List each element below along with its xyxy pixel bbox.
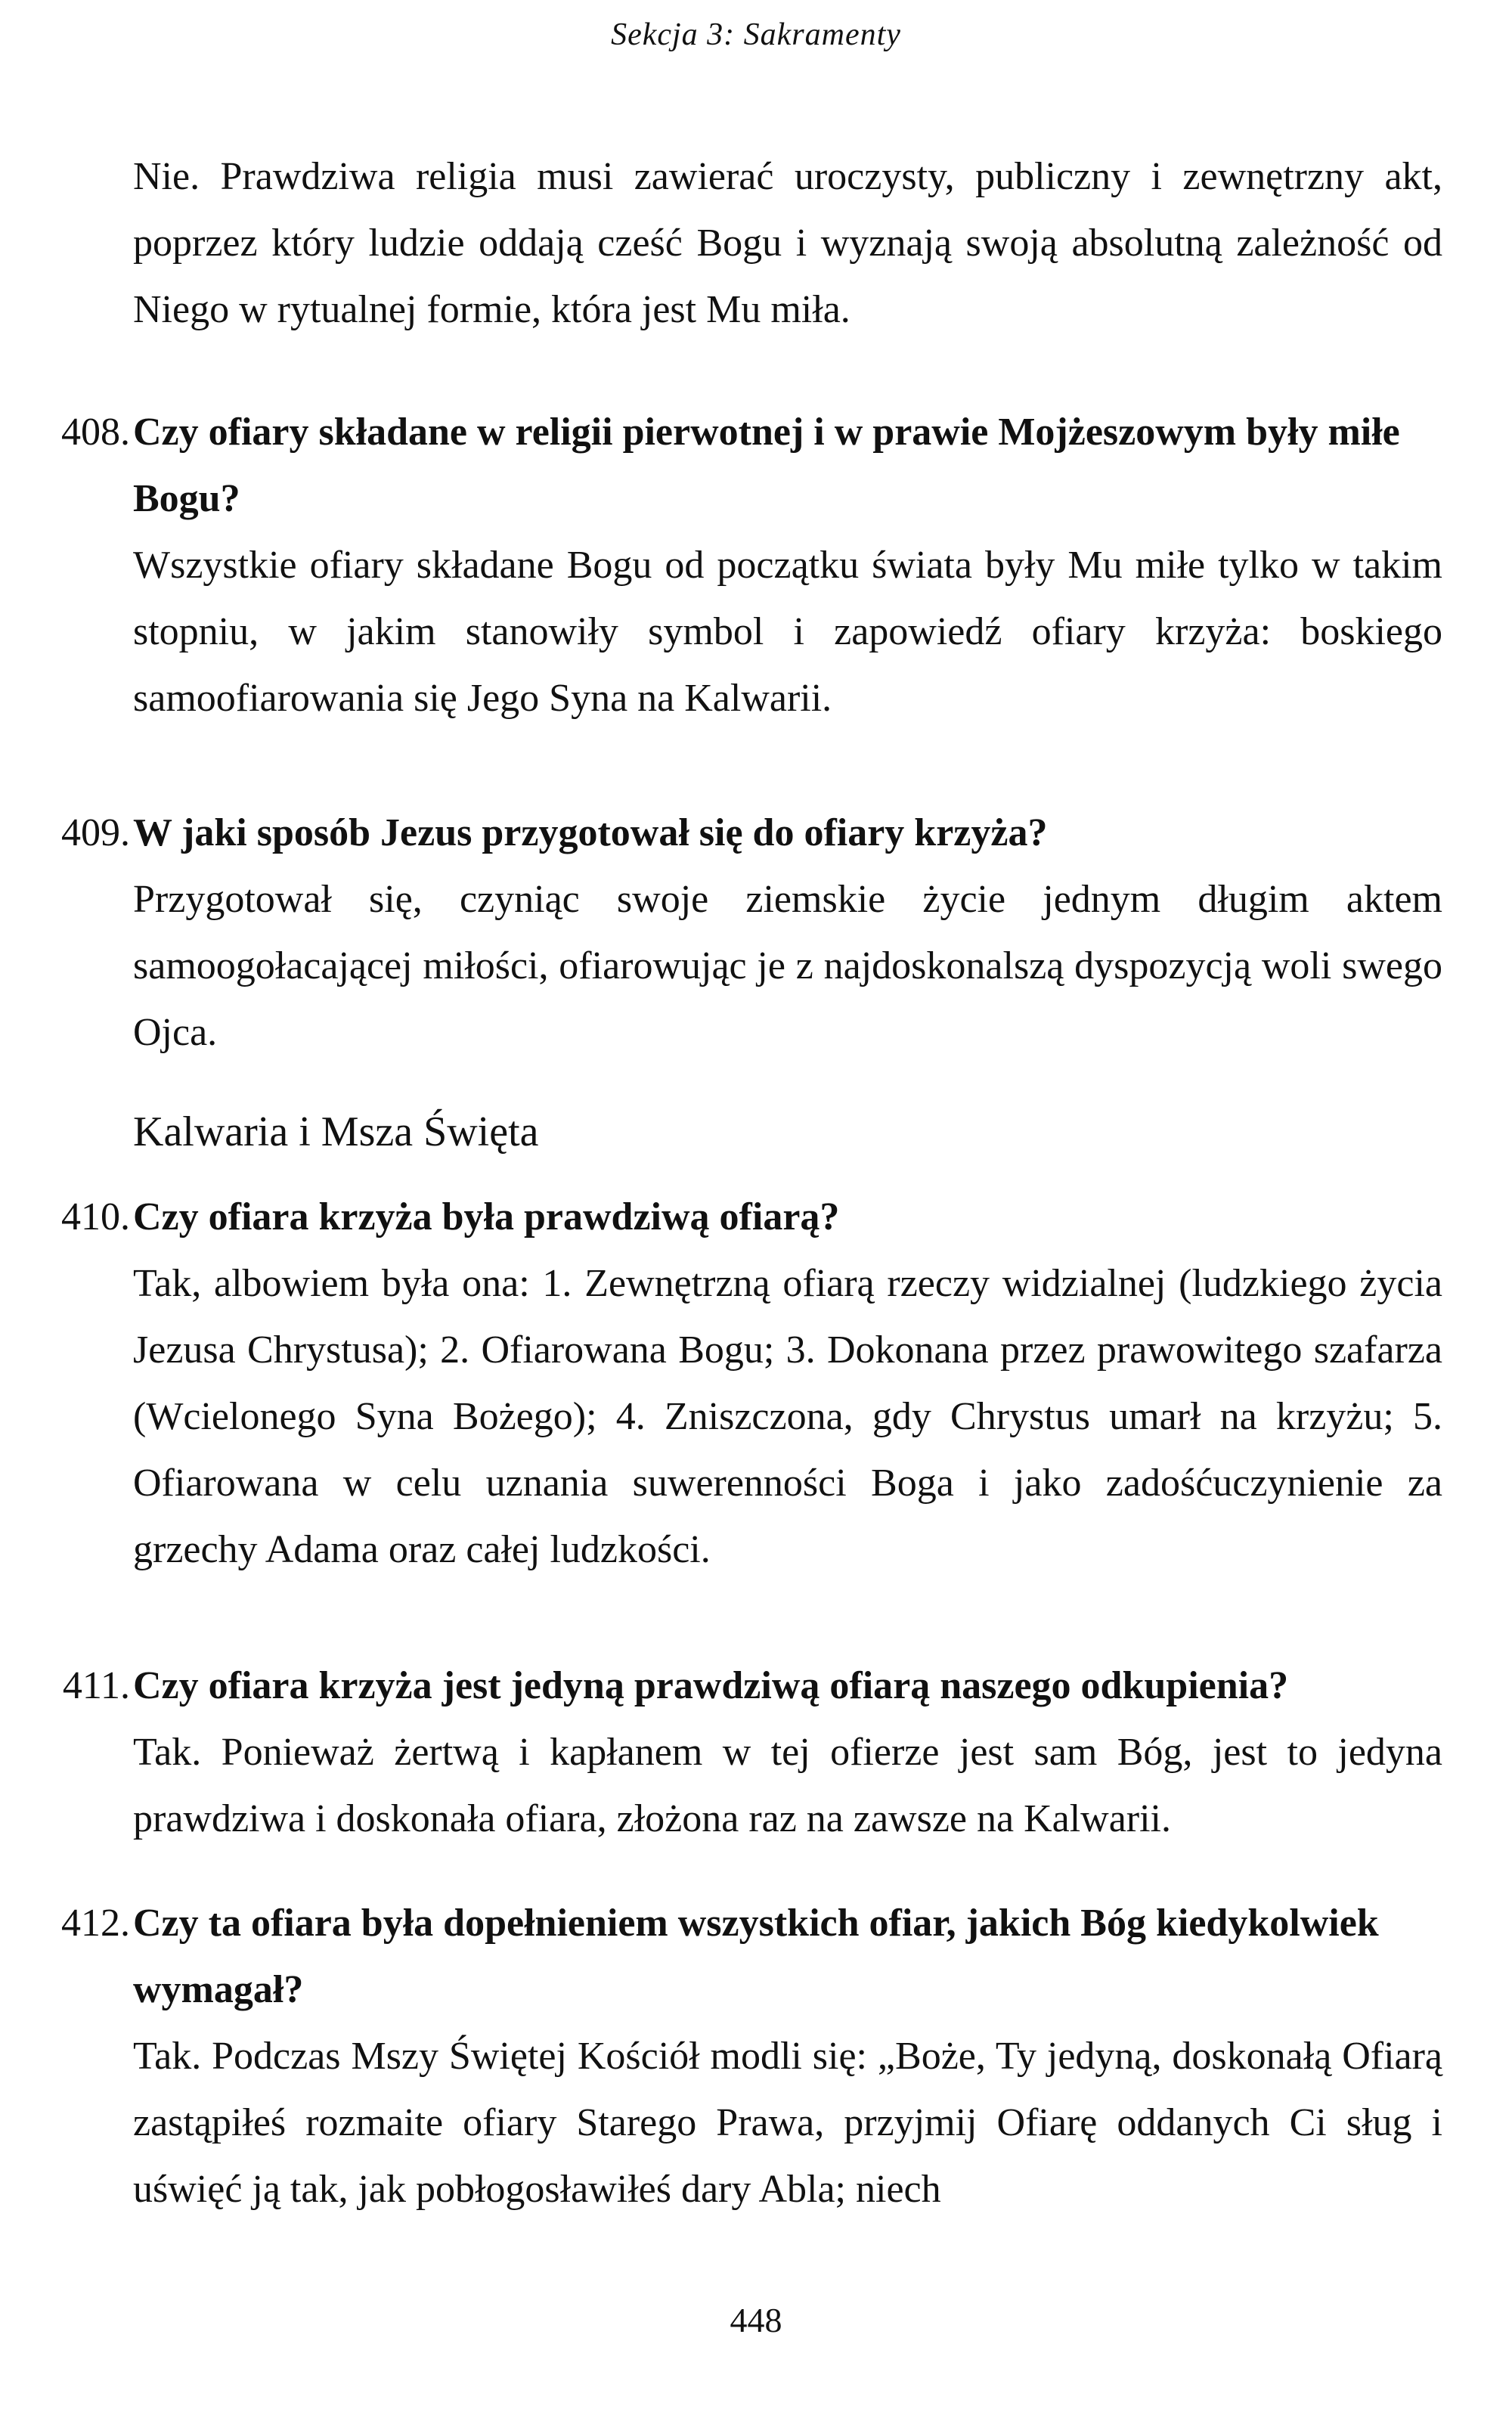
page-number: 448 [730,2301,782,2339]
question-text: Czy ofiary składane w religii pierwotnej i w prawie Mojżeszowym były miłe Bogu? [133,411,1400,520]
question-text: Czy ta ofiara była dopełnieniem wszystkich ofiar, jakich Bóg kiedykolwiek wymagał? [133,1902,1379,2011]
question-text: Czy ofiara krzyża jest jedyną prawdziwą ofiarą naszego odkupienia? [133,1664,1289,1707]
question-text: W jaki sposób Jezus przygotował się do ofiary krzyża? [133,811,1048,854]
answer-text: Tak, albowiem była ona: 1. Zewnętrzną ofiarą rzeczy widzialnej (ludzkiego życia Jezusa Chrystusa); 2. Ofiarowana Bogu; 3. Dokonana przez prawowitego szafarza (Wcielonego Syna Bożego); 4. Zniszczona, gdy Chrystus umarł na krzyżu; 5. Ofiarowana w celu uznania suwerenności Boga i jako zadośćuczynienie za grzechy Adama oraz całej ludzkości. [133,1262,1442,1571]
question-number: 410. [61,1195,130,1238]
question-number: 411. [62,1664,130,1707]
answer-text: Wszystkie ofiary składane Bogu od początku świata były Mu miłe tylko w takim stopniu, w jakim stanowiły symbol i zapowiedź ofiary krzyża: boskiego samoofiarowania się Jego Syna na Kalwarii. [133,544,1442,720]
answer-text: Tak. Podczas Mszy Świętej Kościół modli się: „Boże, Ty jedyną, doskonałą Ofiarą zastąpiłeś rozmaite ofiary Starego Prawa, przyjmij Ofiarę oddanych Ci sług i uświęć ją tak, jak pobłogosławiłeś dary Abla; niech [133,2035,1442,2211]
question-number: 408. [61,411,130,454]
answer-text: Tak. Ponieważ żertwą i kapłanem w tej ofierze jest sam Bóg, jest to jedyna prawdziwa i doskonała ofiara, złożona raz na zawsze na Kalwarii. [133,1731,1442,1840]
question-number: 412. [61,1902,130,1945]
section-heading: Kalwaria i Msza Święta [133,1108,539,1155]
question-number: 409. [61,811,130,854]
question-text: Czy ofiara krzyża była prawdziwą ofiarą? [133,1195,840,1238]
answer-text: Przygotował się, czyniąc swoje ziemskie życie jednym długim aktem samoogołacającej miłości, ofiarowując je z najdoskonalszą dyspozycją woli swego Ojca. [133,878,1442,1054]
intro-paragraph: Nie. Prawdziwa religia musi zawierać uroczysty, publiczny i zewnętrzny akt, poprzez który ludzie oddają cześć Bogu i wyznają swoją absolutną zależność od Niego w rytualnej formie, która jest Mu miła. [133,155,1442,331]
running-head: Sekcja 3: Sakramenty [611,17,901,52]
